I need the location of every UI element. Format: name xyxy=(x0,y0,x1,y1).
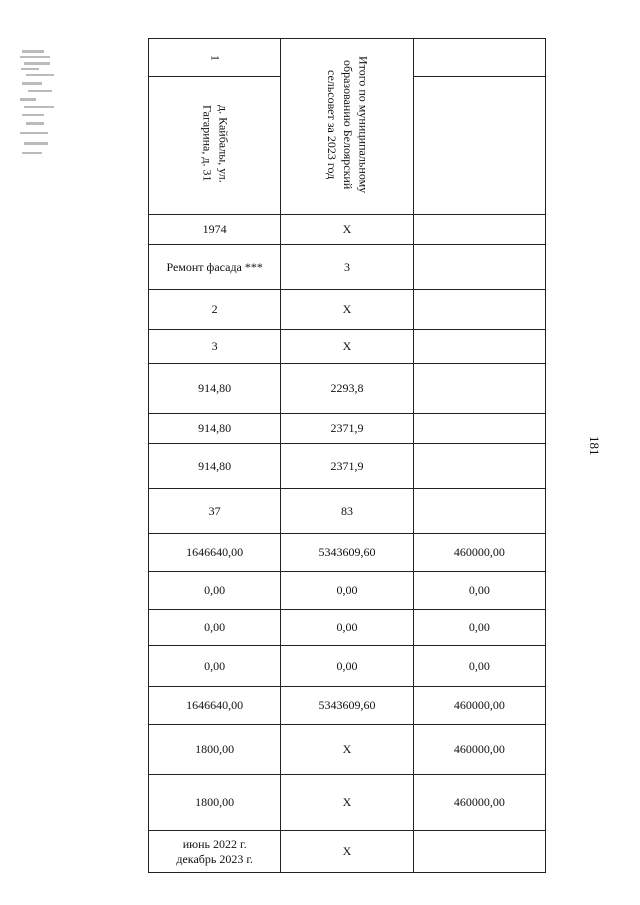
data-table xyxy=(148,38,546,873)
cell: 2371,9 xyxy=(281,414,413,444)
table-row xyxy=(149,775,546,831)
header-col3-sub xyxy=(413,77,545,215)
cell: Х xyxy=(281,330,413,364)
cell xyxy=(413,444,545,489)
cell xyxy=(413,489,545,534)
cell: 1800,00 xyxy=(149,775,281,831)
cell xyxy=(413,414,545,444)
cell xyxy=(413,330,545,364)
page-number: 181 xyxy=(587,436,602,456)
table-row xyxy=(149,414,546,444)
cell: 0,00 xyxy=(149,646,281,687)
cell: 0,00 xyxy=(149,572,281,610)
cell: 2371,9 xyxy=(281,444,413,489)
cell: 0,00 xyxy=(149,610,281,646)
cell: 1974 xyxy=(149,215,281,245)
cell: 0,00 xyxy=(281,646,413,687)
cell: Ремонт фасада *** xyxy=(149,245,281,290)
cell xyxy=(413,290,545,330)
cell: 460000,00 xyxy=(413,534,545,572)
cell xyxy=(413,364,545,414)
header-col3-top xyxy=(413,39,545,77)
table-row xyxy=(149,572,546,610)
cell: 3 xyxy=(149,330,281,364)
table-row xyxy=(149,245,546,290)
cell: 5343609,60 xyxy=(281,534,413,572)
cell: Х xyxy=(281,725,413,775)
cell: 460000,00 xyxy=(413,725,545,775)
table-row xyxy=(149,215,546,245)
cell: 0,00 xyxy=(413,572,545,610)
cell: 0,00 xyxy=(413,646,545,687)
cell: 1646640,00 xyxy=(149,687,281,725)
table-row xyxy=(149,687,546,725)
cell: 3 xyxy=(281,245,413,290)
cell: июнь 2022 г. декабрь 2023 г. xyxy=(149,831,281,873)
cell: 0,00 xyxy=(281,610,413,646)
cell: 460000,00 xyxy=(413,687,545,725)
table-row xyxy=(149,646,546,687)
table-row xyxy=(149,831,546,873)
table-row xyxy=(149,489,546,534)
cell: 914,80 xyxy=(149,444,281,489)
cell: 2293,8 xyxy=(281,364,413,414)
cell: 2 xyxy=(149,290,281,330)
cell: 1646640,00 xyxy=(149,534,281,572)
header-col1-number: 1 xyxy=(149,39,281,77)
table-row xyxy=(149,330,546,364)
cell: 0,00 xyxy=(413,610,545,646)
cell: Х xyxy=(281,215,413,245)
cell: 0,00 xyxy=(281,572,413,610)
cell xyxy=(413,831,545,873)
cell: 914,80 xyxy=(149,414,281,444)
cell: 37 xyxy=(149,489,281,534)
table-row xyxy=(149,290,546,330)
cell: 460000,00 xyxy=(413,775,545,831)
cell xyxy=(413,215,545,245)
cell: 83 xyxy=(281,489,413,534)
cell: 5343609,60 xyxy=(281,687,413,725)
table-row xyxy=(149,534,546,572)
cell: 1800,00 xyxy=(149,725,281,775)
header-col2-title: Итого по муниципальному образованию Белоярский сельсовет за 2023 год xyxy=(281,39,413,215)
cell: Х xyxy=(281,290,413,330)
header-col1-address: д. Кайбалы, ул. Гагарина, д. 31 xyxy=(149,77,281,215)
cell: Х xyxy=(281,775,413,831)
cell xyxy=(413,245,545,290)
table-row xyxy=(149,610,546,646)
table-row xyxy=(149,364,546,414)
cell: 914,80 xyxy=(149,364,281,414)
table-row xyxy=(149,444,546,489)
cell: Х xyxy=(281,831,413,873)
scan-artifact-mark xyxy=(18,48,66,163)
table-row xyxy=(149,725,546,775)
